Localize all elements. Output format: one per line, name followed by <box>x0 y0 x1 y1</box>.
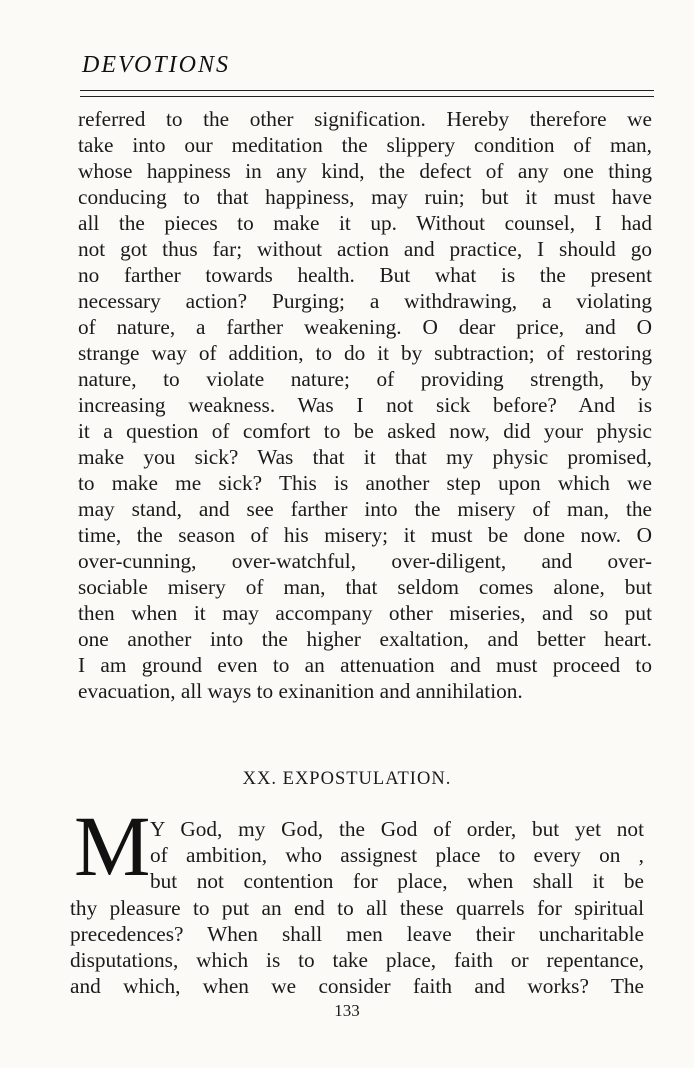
text-line: no farther towards health. But what is the present <box>78 263 652 287</box>
body-text <box>78 106 652 704</box>
text-line: strange way of addition, to do it by subtraction; of restoring <box>78 341 652 365</box>
text-line: referred to the other signification. Hereby therefore we <box>78 107 652 131</box>
text-line: necessary action? Purging; a withdrawing, a violating <box>78 289 652 313</box>
text-line: of nature, a farther weakening. O dear price, and O <box>78 315 652 339</box>
text-line: conducing to that happiness, may ruin; but it must have <box>78 185 652 209</box>
text-line: over-cunning, over-watchful, over-diligent, and over- <box>78 549 652 573</box>
text-line: thy pleasure to put an end to all these quarrels for spiritual <box>70 896 644 920</box>
header-rule-top <box>80 90 654 91</box>
drop-cap: M <box>74 798 151 894</box>
text-line: to make me sick? This is another step upon which we <box>78 471 652 495</box>
text-line: sociable misery of man, that seldom comes alone, but <box>78 575 652 599</box>
drop-cap-paragraph <box>150 816 644 894</box>
text-line: nature, to violate nature; of providing strength, by <box>78 367 652 391</box>
text-line: make you sick? Was that it that my physic promised, <box>78 445 652 469</box>
text-line: increasing weakness. Was I not sick before? And is <box>78 393 652 417</box>
text-line: it a question of comfort to be asked now, did your physic <box>78 419 652 443</box>
text-line: all the pieces to make it up. Without counsel, I had <box>78 211 652 235</box>
text-line: whose happiness in any kind, the defect of any one thing <box>78 159 652 183</box>
text-line: one another into the higher exaltation, and better heart. <box>78 627 652 651</box>
expostulation-text <box>70 895 644 999</box>
page-number: 133 <box>334 1001 360 1020</box>
header-rule-bottom <box>80 96 654 97</box>
text-line: Y God, my God, the God of order, but yet not <box>150 817 644 841</box>
section-heading: XX. EXPOSTULATION. <box>242 769 452 789</box>
text-line: time, the season of his misery; it must be done now. O <box>78 523 652 547</box>
text-line: but not contention for place, when shall it be <box>150 869 644 893</box>
text-line: may stand, and see farther into the misery of man, the <box>78 497 652 521</box>
text-line: and which, when we consider faith and works? The <box>70 974 644 998</box>
text-line: of ambition, who assignest place to every on , <box>150 843 644 867</box>
text-line: precedences? When shall men leave their uncharitable <box>70 922 644 946</box>
text-line: then when it may accompany other miseries, and so put <box>78 601 652 625</box>
text-line: evacuation, all ways to exinanition and annihilation. <box>78 679 523 703</box>
text-line: disputations, which is to take place, faith or repentance, <box>70 948 644 972</box>
text-line: I am ground even to an attenuation and must proceed to <box>78 653 652 677</box>
text-line: take into our meditation the slippery condition of man, <box>78 133 652 157</box>
running-head: DEVOTIONS <box>82 52 230 78</box>
text-line: not got thus far; without action and practice, I should go <box>78 237 652 261</box>
